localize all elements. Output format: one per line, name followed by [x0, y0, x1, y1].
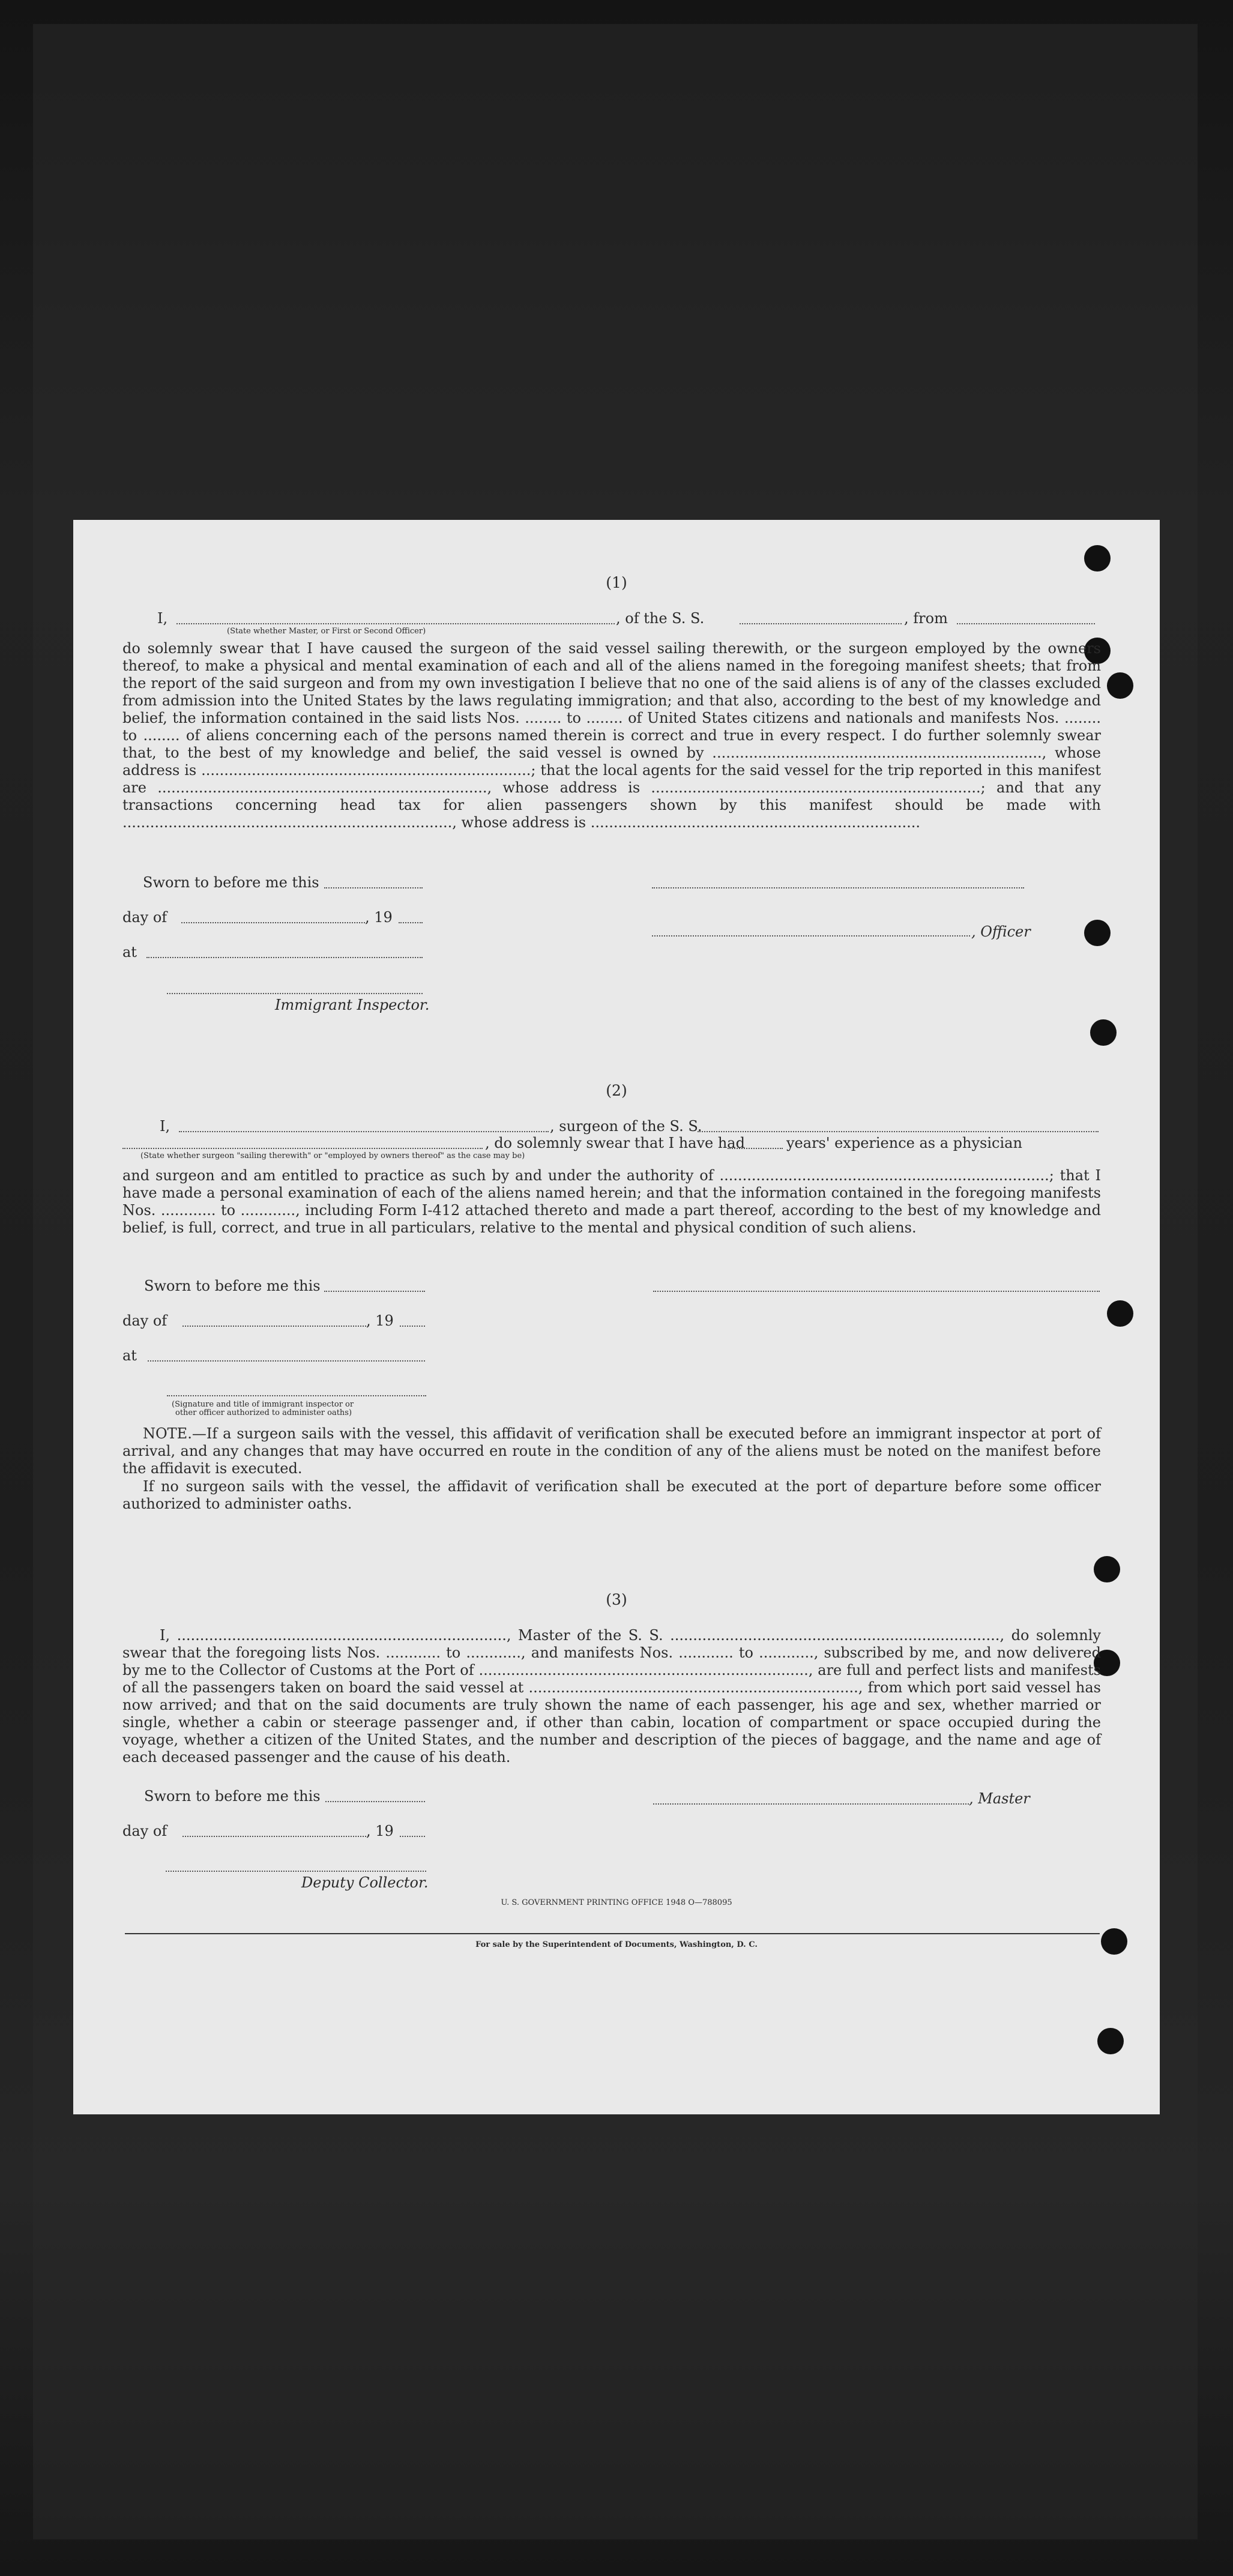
section-1-from: , from	[904, 610, 948, 627]
authorized-officer-signature-field[interactable]	[167, 1395, 426, 1396]
printing-office-line: U. S. GOVERNMENT PRINTING OFFICE 1948 O—788095	[501, 1898, 732, 1907]
section-1-inspector: Immigrant Inspector.	[275, 997, 430, 1013]
master-name-field[interactable]	[176, 623, 615, 624]
punch-hole	[1090, 1019, 1117, 1046]
sworn-month-field-3[interactable]	[182, 1836, 366, 1837]
section-2-at: at	[122, 1347, 137, 1364]
section-1-body: do solemnly swear that I have caused the surgeon of the said vessel sailing therewith, or the surgeon employed by the owners thereof, to make a physical and mental examination of each and all of the aliens named in the foregoing manifest sheets; that from the report of the said surgeon and from my own investigation I believe that no one of the said aliens is of any of the classes excluded from admission into the United States by the laws regulating immigration; and that also, according to the best of my knowledge and belief, the information contained in the said lists Nos. ........ to ........ of United States citizens and nationals and manifests Nos. ........ to ........ of aliens concerning each of the persons named therein is correct and true in every respect. I do further solemnly swear that, to the best of my knowledge and belief, the said vessel is owned by ........................................................................, whose address is ........................................................................; that the local agents for the said vessel for the trip reported in this manifest are ........................................................................, whose address is ........................................................................; and that any transactions concerning head tax for alien passengers shown by this manifest should be made with ........................................................................, whose address is ........................................................................	[122, 640, 1101, 831]
sworn-year-field-1[interactable]	[399, 922, 423, 923]
section-2-day-of: day of	[122, 1312, 167, 1329]
punch-hole	[1084, 545, 1111, 572]
section-1-officer: , Officer	[971, 923, 1031, 940]
years-experience-field[interactable]	[728, 1148, 783, 1149]
section-3-master: , Master	[969, 1790, 1030, 1807]
officer-signature-field[interactable]	[652, 887, 1024, 888]
section-1-at: at	[122, 944, 137, 961]
section-1-year: , 19	[365, 909, 393, 926]
punch-hole	[1097, 2028, 1124, 2054]
punch-hole	[1084, 920, 1111, 946]
collector-signature-field[interactable]	[166, 1871, 426, 1872]
section-1-day-of: day of	[122, 909, 167, 926]
section-1-number: (1)	[606, 574, 627, 591]
sworn-year-field-3[interactable]	[400, 1836, 425, 1837]
section-3-year: , 19	[366, 1823, 394, 1839]
section-3-collector: Deputy Collector.	[301, 1874, 429, 1891]
master-signature-field[interactable]	[653, 1803, 969, 1805]
section-2-surgeon: , surgeon of the S. S.	[550, 1118, 702, 1135]
section-2-years: years' experience as a physician	[786, 1135, 1022, 1151]
section-3-day-of: day of	[122, 1823, 167, 1839]
footer-rule	[125, 1933, 1100, 1934]
officer-title-field[interactable]	[652, 935, 970, 937]
section-3-number: (3)	[606, 1591, 627, 1608]
sworn-place-field-1[interactable]	[146, 957, 423, 958]
sworn-place-field-2[interactable]	[148, 1360, 425, 1362]
section-2-sworn: Sworn to before me this	[144, 1277, 321, 1294]
section-2-year: , 19	[366, 1312, 394, 1329]
section-2-sig-note-1: (Signature and title of immigrant inspector or	[172, 1400, 354, 1409]
form-sheet	[73, 520, 1160, 2114]
section-3-sworn: Sworn to before me this	[144, 1788, 321, 1805]
section-2-swear: , do solemnly swear that I have had	[485, 1135, 745, 1151]
section-2-status-note: (State whether surgeon "sailing therewith" or "employed by owners thereof" as the case may be)	[140, 1151, 525, 1160]
section-1-i: I,	[157, 610, 168, 627]
punch-hole	[1094, 1556, 1120, 1582]
vessel-name-field[interactable]	[740, 623, 902, 624]
section-2-sig-note-2: other officer authorized to administer oaths)	[175, 1408, 352, 1417]
sworn-month-field-2[interactable]	[182, 1326, 366, 1327]
surgeon-vessel-field[interactable]	[698, 1131, 1099, 1132]
section-1-of-ss: , of the S. S.	[616, 610, 705, 627]
from-port-field[interactable]	[957, 623, 1095, 624]
sworn-day-field-1[interactable]	[324, 887, 423, 888]
section-1-sworn: Sworn to before me this	[143, 874, 319, 891]
punch-hole	[1107, 1300, 1133, 1327]
section-1-officer-note: (State whether Master, or First or Second Officer)	[227, 627, 426, 636]
punch-hole	[1107, 672, 1133, 699]
sworn-day-field-3[interactable]	[325, 1801, 425, 1802]
surgeon-name-field[interactable]	[179, 1131, 549, 1132]
section-2-note-2: If no surgeon sails with the vessel, the affidavit of verification shall be executed at the port of departure before some officer authorized to administer oaths.	[122, 1478, 1101, 1512]
inspector-signature-field[interactable]	[167, 993, 423, 994]
section-2-i: I,	[160, 1118, 170, 1135]
sworn-year-field-2[interactable]	[400, 1326, 425, 1327]
for-sale-line: For sale by the Superintendent of Documents, Washington, D. C.	[475, 1940, 758, 1949]
surgeon-status-field[interactable]	[122, 1148, 483, 1149]
section-2-number: (2)	[606, 1082, 627, 1099]
section-2-body: and surgeon and am entitled to practice as such by and under the authority of ........................................................................; that I have made a personal examination of each of the aliens named herein; and that the information contained in the foregoing manifests Nos. ............ to ............, including Form I-412 attached thereto and made a part thereof, according to the best of my knowledge and belief, is full, correct, and true in all particulars, relative to the mental and physical condition of such aliens.	[122, 1167, 1101, 1236]
section-3-body: I, ........................................................................, Master of the S. S. ........................................................................, do solemnly swear that the foregoing lists Nos. ............ to ............, and manifests Nos. ............ to ............, subscribed by me, and now delivered by me to the Collector of Customs at the Port of ........................................................................, are full and perfect lists and manifests of all the passengers taken on board the said vessel at ........................................................................, from which port said vessel has now arrived; and that on the said documents are truly shown the name of each passenger, his age and sex, whether married or single, whether a cabin or steerage passenger and, if other than cabin, location of compartment or space occupied during the voyage, whether a citizen of the United States, and the number and description of the pieces of baggage, and the name and age of each deceased passenger and the cause of his death.	[122, 1627, 1101, 1766]
section-2-note-1: NOTE.—If a surgeon sails with the vessel, this affidavit of verification shall be executed before an immigrant inspector at port of arrival, and any changes that may have occurred en route in the condition of any of the aliens must be noted on the manifest before the affidavit is executed.	[122, 1425, 1101, 1477]
surgeon-signature-field[interactable]	[653, 1291, 1100, 1292]
sworn-month-field-1[interactable]	[181, 922, 365, 923]
sworn-day-field-2[interactable]	[324, 1291, 425, 1292]
